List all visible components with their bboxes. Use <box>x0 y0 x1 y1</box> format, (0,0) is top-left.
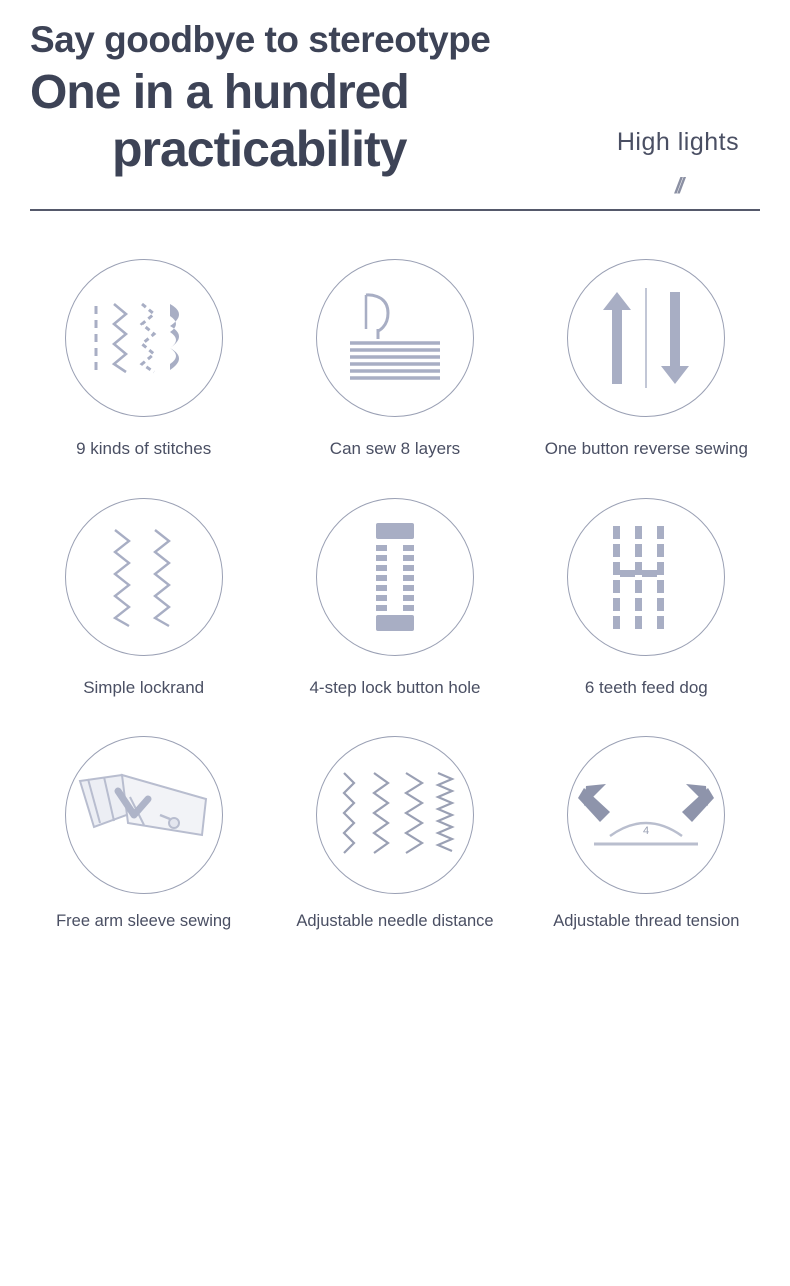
feature-item <box>521 736 772 932</box>
feature-icon-circle <box>567 259 725 417</box>
highlights-label: High lights <box>616 128 740 156</box>
page-header <box>0 0 790 198</box>
fabric-layers-icon <box>336 283 454 393</box>
feature-caption: One button reverse sewing <box>544 439 748 459</box>
page-title: Say goodbye to stereotype <box>30 19 491 60</box>
feature-item <box>521 498 772 698</box>
zigzag-pair-icon <box>89 522 199 632</box>
headline-tertiary: practicability <box>112 120 407 177</box>
feature-item <box>18 736 269 932</box>
free-arm-icon <box>74 765 214 865</box>
feature-icon-circle <box>567 498 725 656</box>
feature-caption: Can sew 8 layers <box>329 439 461 459</box>
feature-item <box>269 498 520 698</box>
feature-icon-circle <box>65 736 223 894</box>
feature-caption: 4-step lock button hole <box>309 677 481 697</box>
feature-icon-circle <box>65 259 223 417</box>
feature-caption: Adjustable thread tension <box>553 912 740 931</box>
highlights-badge <box>588 128 768 199</box>
feature-item <box>18 259 269 459</box>
header-divider <box>30 209 760 211</box>
feed-dog-icon <box>591 518 701 636</box>
feature-item <box>18 498 269 698</box>
feature-icon-circle <box>316 498 474 656</box>
feature-caption: 9 kinds of stitches <box>76 439 212 459</box>
feature-item <box>269 259 520 459</box>
highlights-slash-mark: // <box>674 173 682 198</box>
feature-caption: Free arm sleeve sewing <box>56 912 232 931</box>
feature-caption: Adjustable needle distance <box>296 912 494 931</box>
feature-icon-circle <box>316 736 474 894</box>
feature-icon-circle <box>65 498 223 656</box>
feature-grid <box>0 259 790 932</box>
feature-icon-circle <box>567 736 725 894</box>
headline-secondary: One in a hundred <box>30 66 409 120</box>
buttonhole-icon <box>340 517 450 637</box>
svg-text:4: 4 <box>643 825 650 838</box>
feature-caption: 6 teeth feed dog <box>584 677 708 697</box>
needle-distance-icon <box>330 765 460 865</box>
thread-tension-icon <box>576 770 716 860</box>
feature-item <box>269 736 520 932</box>
up-down-arrows-icon <box>587 278 705 398</box>
feature-item <box>521 259 772 459</box>
feature-caption: Simple lockrand <box>83 677 205 697</box>
feature-icon-circle <box>316 259 474 417</box>
stitch-patterns-icon <box>84 288 204 388</box>
